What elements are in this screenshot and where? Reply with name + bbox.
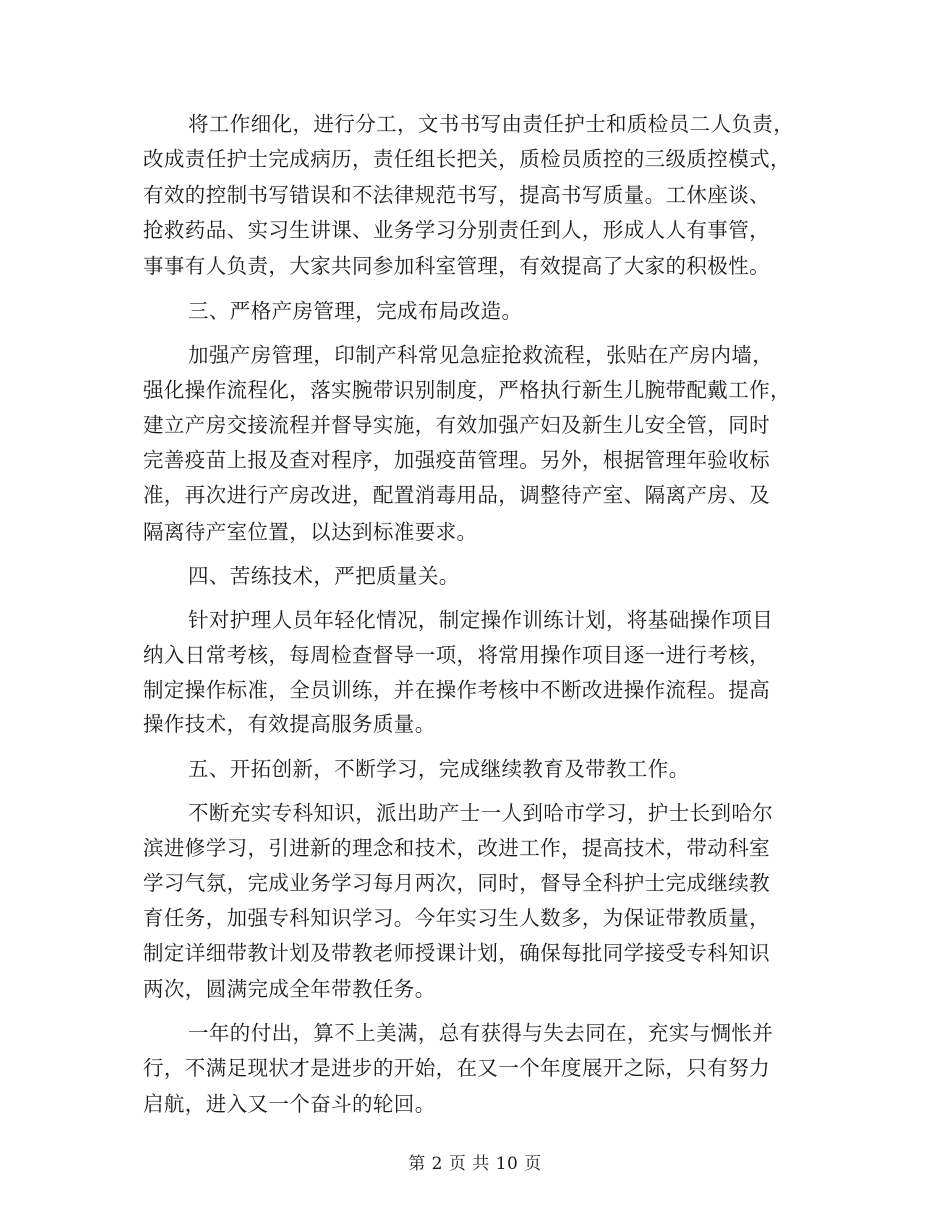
section-heading: 四、苦练技术，严把质量关。 bbox=[188, 564, 460, 588]
text-line: 有效的控制书写错误和不法律规范书写，提高书写质量。工休座谈、 bbox=[143, 183, 770, 207]
text-line: 滨进修学习，引进新的理念和技术，改进工作，提高技术，带动科室 bbox=[143, 836, 770, 860]
text-line: 改成责任护士完成病历，责任组长把关，质检员质控的三级质控模式， bbox=[143, 147, 791, 171]
text-line: 加强产房管理，印制产科常见急症抢救流程，张贴在产房内墙， bbox=[188, 343, 774, 367]
text-line: 准，再次进行产房改进，配置消毒用品，调整待产室、隔离产房、及 bbox=[143, 483, 770, 507]
text-line: 两次，圆满完成全年带教任务。 bbox=[143, 977, 436, 1001]
text-line: 纳入日常考核，每周检查督导一项，将常用操作项目逐一进行考核， bbox=[143, 643, 770, 667]
section-heading: 三、严格产房管理，完成布局改造。 bbox=[188, 299, 523, 323]
text-line: 将工作细化，进行分工，文书书写由责任护士和质检员二人负责， bbox=[188, 112, 795, 136]
text-line: 建立产房交接流程并督导实施，有效加强产妇及新生儿安全管，同时 bbox=[143, 413, 770, 437]
text-line: 行，不满足现状才是进步的开始，在又一个年度展开之际，只有努力 bbox=[143, 1056, 770, 1080]
text-line: 启航，进入又一个奋斗的轮回。 bbox=[143, 1092, 436, 1116]
text-line: 隔离待产室位置，以达到标准要求。 bbox=[143, 520, 478, 544]
text-line: 一年的付出，算不上美满，总有获得与失去同在，充实与惆怅并 bbox=[188, 1021, 774, 1045]
text-line: 完善疫苗上报及查对程序，加强疫苗管理。另外，根据管理年验收标 bbox=[143, 448, 770, 472]
page-footer: 第 2 页 共 10 页 bbox=[408, 1154, 542, 1174]
text-line: 学习气氛，完成业务学习每月两次，同时，督导全科护士完成继续教 bbox=[143, 871, 770, 895]
text-line: 事事有人负责，大家共同参加科室管理，有效提高了大家的积极性。 bbox=[143, 254, 770, 278]
section-heading: 五、开拓创新，不断学习，完成继续教育及带教工作。 bbox=[188, 757, 690, 781]
text-line: 制定详细带教计划及带教老师授课计划，确保每批同学接受专科知识 bbox=[143, 941, 770, 965]
text-line: 育任务，加强专科知识学习。今年实习生人数多，为保证带教质量， bbox=[143, 906, 770, 930]
text-line: 制定操作标准，全员训练，并在操作考核中不断改进操作流程。提高 bbox=[143, 678, 770, 702]
text-line: 针对护理人员年轻化情况，制定操作训练计划，将基础操作项目 bbox=[188, 608, 774, 632]
text-line: 操作技术，有效提高服务质量。 bbox=[143, 712, 436, 736]
text-line: 不断充实专科知识，派出助产士一人到哈市学习，护士长到哈尔 bbox=[188, 801, 774, 825]
text-line: 抢救药品、实习生讲课、业务学习分别责任到人，形成人人有事管， bbox=[143, 218, 770, 242]
text-line: 强化操作流程化，落实腕带识别制度，严格执行新生儿腕带配戴工作， bbox=[143, 378, 791, 402]
